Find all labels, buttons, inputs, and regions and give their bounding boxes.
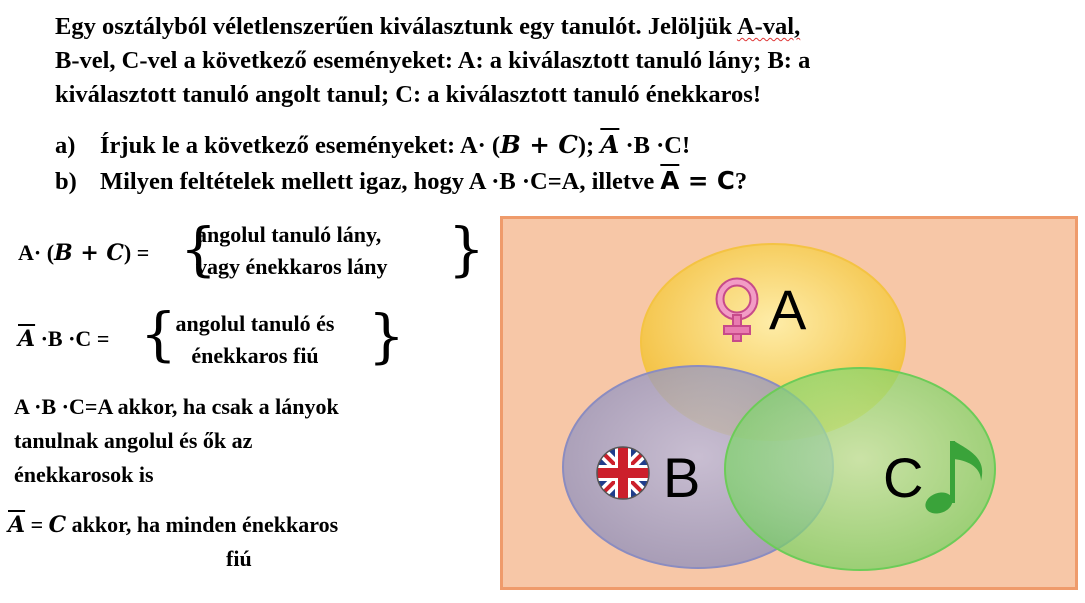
question-b-tag: b) bbox=[55, 168, 77, 195]
spellcheck-word: A-val, bbox=[736, 13, 801, 40]
problem-line-3: kiválasztott tanuló angolt tanul; C: a kiválasztott tanuló énekkaros! bbox=[55, 81, 762, 108]
question-b: b) Milyen feltételek mellett igaz, hogy A ·B ·C=A, illetve $\overline{A} = C$? bbox=[55, 166, 748, 195]
a-bar: $\overline{A}$ bbox=[660, 166, 680, 195]
equation-2: $\overline{A} \cdot B \cdot C$ = bbox=[18, 326, 110, 352]
condition-note-2: $\overline{A} = C$ akkor, ha minden énekkaros fiú bbox=[8, 512, 339, 571]
left-brace: { bbox=[180, 215, 217, 283]
question-a-tag: a) bbox=[55, 132, 76, 159]
left-brace: { bbox=[140, 300, 177, 368]
set-line-1: angolul tanuló lány, bbox=[196, 222, 382, 247]
equation-1-set bbox=[180, 215, 485, 285]
equation-2-set bbox=[140, 300, 405, 372]
problem-line-1: Egy osztályból véletlenszerűen kiválasztunk egy tanulót. Jelöljük A-val, bbox=[55, 13, 801, 40]
venn-diagram-panel bbox=[500, 216, 1078, 590]
venn-label-a: A bbox=[769, 278, 807, 341]
right-brace: } bbox=[368, 302, 405, 370]
set-line-1: angolul tanuló és bbox=[175, 311, 335, 336]
set-line-2: vagy énekkaros lány bbox=[196, 254, 388, 279]
a-bar: $\overline{A}$ bbox=[600, 130, 620, 159]
right-brace: } bbox=[448, 215, 485, 283]
condition-note-1: A ·B ·C=A akkor, ha csak a lányok tanulnak angolul és ők az énekkarosok is bbox=[14, 394, 339, 487]
a-bar: $\overline{A}$ bbox=[18, 326, 36, 352]
venn-label-c: C bbox=[883, 446, 924, 509]
math-b-plus-c: B + C bbox=[500, 130, 578, 159]
a-bar: $\overline{A}$ bbox=[8, 512, 26, 538]
problem-line-2: B-vel, C-vel a következő eseményeket: A: a kiválasztott tanuló lány; B: a bbox=[55, 47, 811, 74]
question-a: a) Írjuk le a következő eseményeket: A· (B + C); $\overline{A} \cdot B \cdot C$! bbox=[55, 130, 691, 159]
venn-diagram bbox=[503, 219, 1075, 587]
problem-statement bbox=[55, 10, 1055, 112]
set-line-2: énekkaros fiú bbox=[191, 343, 319, 368]
equation-1: A· (B + C) = bbox=[18, 240, 150, 266]
venn-label-b: B bbox=[663, 446, 701, 509]
c-symbol: C bbox=[716, 166, 735, 195]
